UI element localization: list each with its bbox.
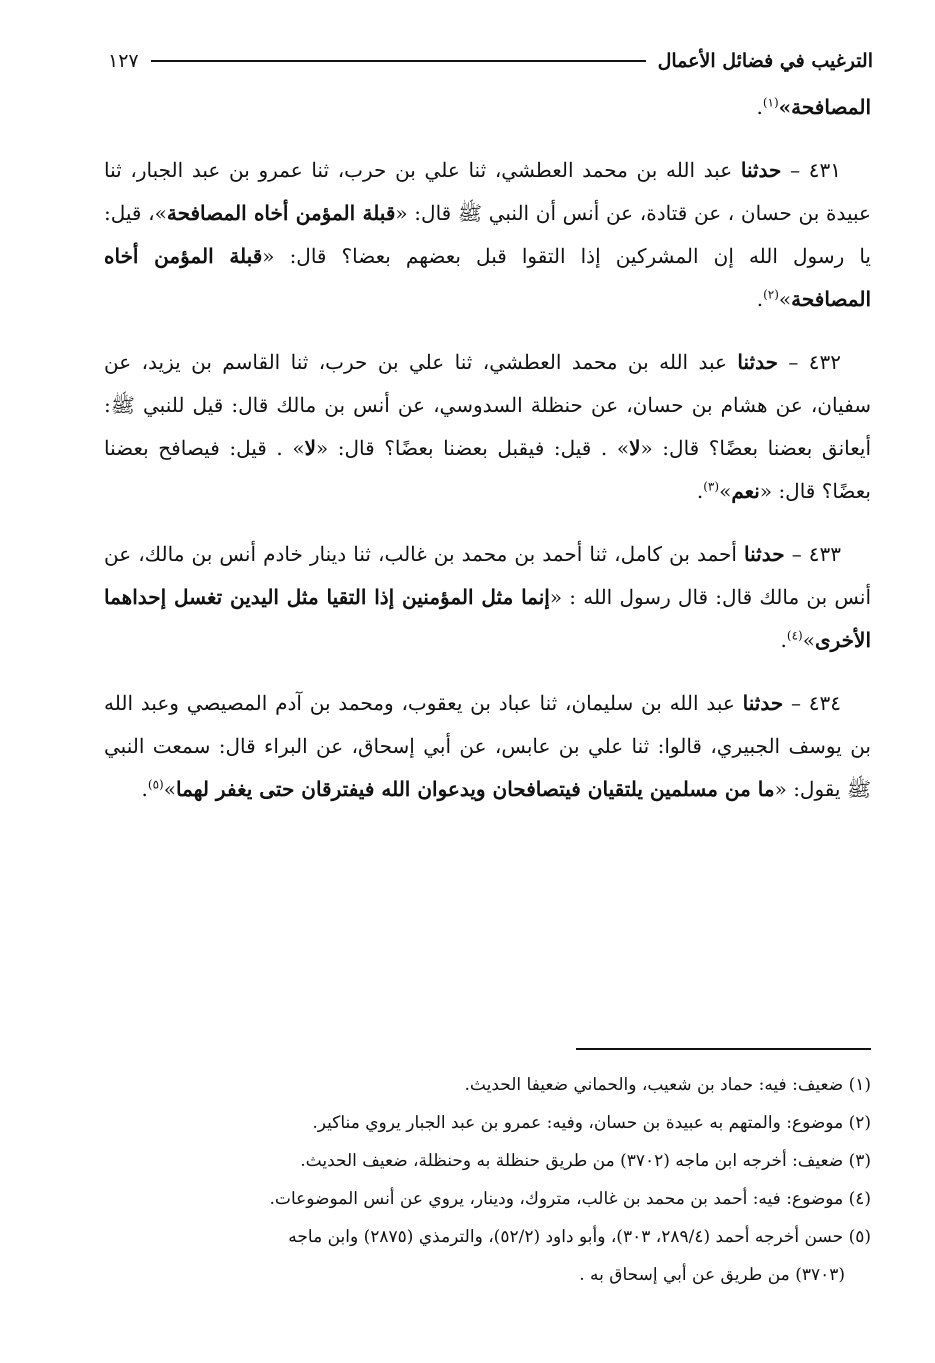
footnote-3: (٣) ضعيف: أخرجه ابن ماجه (٣٧٠٢) من طريق حنظلة به وحنظلة، ضعيف الحديث.: [300, 1151, 871, 1171]
hadith-chain: عبد الله بن محمد العطشي، ثنا علي بن حرب، ثنا القاسم بن يزيد، عن سفيان، عن هشام بن حسان، عن حنظلة السدوسي، عن أنس بن مالك قال: قيل للنبي ﷺ: أيعانق بعضنا بعضًا؟ قال: «: [104, 350, 872, 460]
hadith-answer: نعم: [731, 479, 760, 503]
hadith-end: .: [696, 479, 704, 503]
footnote-4: (٤) موضوع: فيه: أحمد بن محمد بن غالب، متروك، ودينار، يروي عن أنس الموضوعات.: [269, 1189, 871, 1209]
hadith-end: .: [780, 628, 787, 652]
intro-continuation: [104, 86, 871, 129]
hadith-text: » . قيل: فيقبل بعضنا بعضًا؟ قال: «: [315, 436, 630, 460]
intro-end: .: [756, 95, 763, 119]
footnote-ref-5: (٥): [147, 777, 164, 792]
footnote-ref-4: (٤): [786, 628, 803, 643]
hadith-number: ٤٣١ –: [790, 158, 842, 182]
hadith-number: ٤٣٢ –: [788, 350, 841, 374]
header-title: الترغيب في فضائل الأعمال: [657, 50, 873, 72]
haddathana: حدثنا: [737, 350, 778, 374]
haddathana: حدثنا: [742, 691, 784, 715]
closing-quote: »: [778, 287, 792, 311]
intro-text: المصافحة»: [778, 95, 871, 119]
footnote-ref-1: (١): [762, 95, 779, 110]
running-header: [108, 46, 873, 76]
footnotes: [104, 1066, 871, 1294]
hadith-matn: قبلة المؤمن أخاه المصافحة: [104, 244, 871, 311]
haddathana: حدثنا: [744, 542, 785, 566]
hadith-431: [104, 149, 871, 321]
hadith-matn: قبلة المؤمن أخاه المصافحة: [166, 201, 396, 225]
footnote-5-continuation: (٣٧٠٣) من طريق عن أبي إسحاق به .: [579, 1265, 845, 1285]
footnote-rule: [576, 1048, 871, 1050]
footnote-ref-3: (٣): [703, 479, 720, 494]
closing-quote: »: [163, 777, 176, 801]
hadith-chain: أحمد بن كامل، ثنا أحمد بن محمد بن غالب، ثنا دينار خادم أنس بن مالك، عن أنس بن مالك قال: قال رسول الله : «: [104, 542, 871, 609]
hadith-text: »، قيل: يا رسول الله إن المشركين إذا التقوا قبل بعضهم بعضا؟ قال: «: [104, 201, 872, 268]
haddathana: حدثنا: [740, 158, 782, 182]
closing-quote: »: [802, 628, 815, 652]
page-number: ١٢٧: [108, 50, 139, 72]
hadith-433: [104, 533, 871, 662]
footnote-1: (١) ضعيف: فيه: حماد بن شعيب، والحماني ضعيفا الحديث.: [464, 1075, 871, 1095]
hadith-number: ٤٣٤ –: [790, 691, 842, 715]
header-rule: [151, 60, 646, 62]
hadith-answer: لا: [629, 436, 641, 460]
hadith-number: ٤٣٣ –: [791, 542, 841, 566]
hadith-end: .: [756, 287, 764, 311]
hadith-434: [104, 682, 871, 811]
footnote-5: (٥) حسن أخرجه أحمد (٢٨٩/٤، ٣٠٣)، وأبو داود (٥٢/٢)، والترمذي (٢٨٧٥) وابن ماجه: [288, 1227, 871, 1247]
hadith-chain: عبد الله بن محمد العطشي، ثنا علي بن حرب، ثنا عمرو بن عبد الجبار، ثنا عبيدة بن حسان ، عن قتادة، عن أنس أن النبي ﷺ قال: «: [104, 158, 871, 225]
body-text: [104, 86, 871, 811]
hadith-chain: عبد الله بن سليمان، ثنا عباد بن يعقوب، ومحمد بن آدم المصيصي وعبد الله بن يوسف الجبيري، قالوا: ثنا علي بن عابس، عن أبي إسحاق، عن البراء قال: سمعت النبي ﷺ يقول: «: [104, 691, 871, 801]
hadith-matn: إنما مثل المؤمنين إذا التقيا مثل اليدين تغسل إحداهما الأخرى: [104, 585, 871, 652]
hadith-text: » . قيل: فيصافح بعضنا بعضًا؟ قال: «: [104, 436, 871, 503]
footnote-ref-2: (٢): [763, 287, 779, 302]
hadith-matn: ما من مسلمين يلتقيان فيتصافحان ويدعوان الله فيفترقان حتى يغفر لهما: [175, 777, 775, 801]
closing-quote: »: [719, 479, 732, 503]
hadith-answer: لا: [304, 436, 316, 460]
hadith-432: [104, 341, 871, 513]
hadith-end: .: [141, 777, 148, 801]
footnote-2: (٢) موضوع: والمتهم به عبيدة بن حسان، وفيه: عمرو بن عبد الجبار يروي مناكير.: [312, 1113, 871, 1133]
